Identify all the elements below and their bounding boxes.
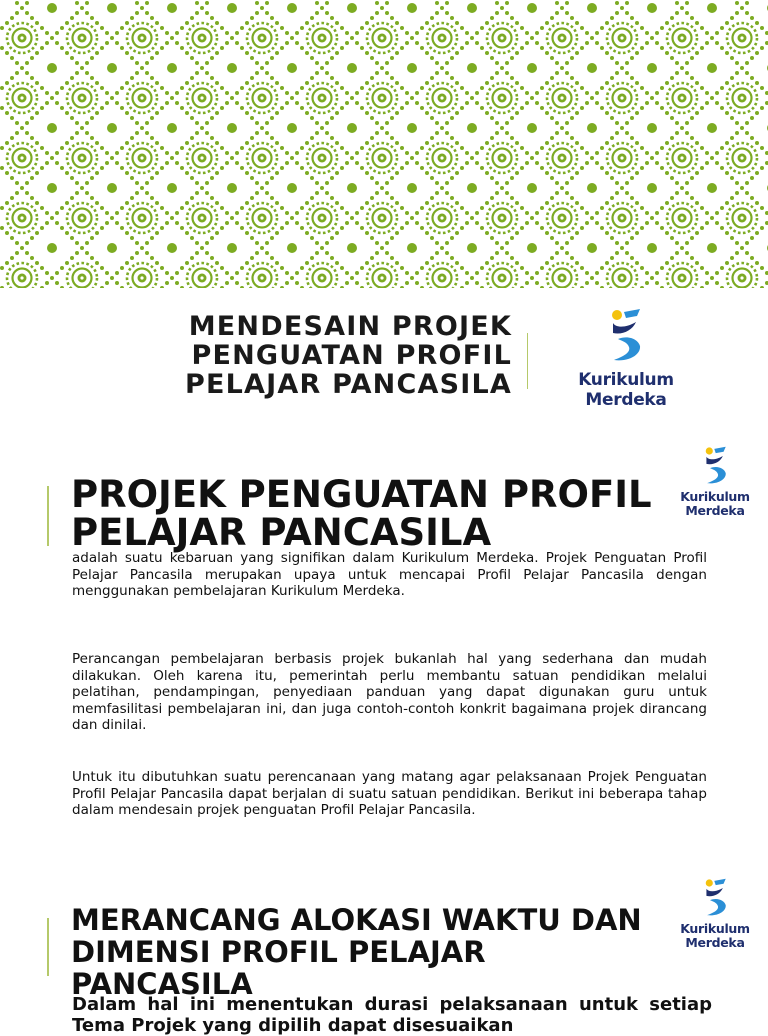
logo-text-line2: Merdeka [685,935,745,950]
kurikulum-merdeka-figure-icon [700,446,730,486]
intro-paragraph: Untuk itu dibutuhkan suatu perencanaan yang matang agar pelaksanaan Projek Penguatan Profil Pelajar Pancasila dapat berjalan di suatu satuan pendidikan. Berikut ini beberapa tahap dalam mendesain projek penguatan Profil Pelajar Pancasila. [72,769,707,818]
intro-paragraph: Perancangan pembelajaran berbasis projek bukanlah hal yang sederhana dan mudah dilakukan. Oleh karena itu, pemerintah perlu membantu satuan pendidikan melalui pelatihan, pendampingan, penyediaan panduan yang dapat digunakan guru untuk memfasilitasi pembelajaran ini, dan juga contoh-contoh konkrit bagaimana projek dirancang dan dinilai. [72,651,707,733]
intro-paragraph: adalah suatu kebaruan yang signifikan dalam Kurikulum Merdeka. Projek Penguatan Profil Pelajar Pancasila merupakan upaya untuk mencapai Profil Pelajar Pancasila dengan menggunakan pembelajaran Kurikulum Merdeka. [72,550,707,599]
kurikulum-merdeka-figure-icon [604,308,646,364]
kurikulum-merdeka-logo [676,878,754,952]
cover-slide [0,0,768,432]
alokasi-title: MERANCANG ALOKASI WAKTU DAN DIMENSI PROFIL PELAJAR PANCASILA [71,903,642,1001]
logo-text-line1: Kurikulum [578,370,674,390]
logo-text-line1: Kurikulum [680,489,750,504]
kurikulum-merdeka-figure-icon [700,878,730,918]
logo-text-line2: Merdeka [585,390,667,410]
alokasi-slide [0,864,768,1036]
title-accent-bar [47,918,49,976]
cover-divider [527,333,528,389]
intro-slide [0,432,768,864]
logo-text-line2: Merdeka [685,503,745,518]
alokasi-paragraph: Dalam hal ini menentukan durasi pelaksanaan untuk setiap Tema Projek yang dipilih dapat disesuaikan [72,994,712,1036]
kurikulum-merdeka-logo [676,446,754,520]
intro-title: PROJEK PENGUATAN PROFIL PELAJAR PANCASILA [71,473,652,554]
cover-title: MENDESAIN PROJEK PENGUATAN PROFIL PELAJAR PANCASILA [185,311,512,400]
title-accent-bar [47,486,49,546]
kurikulum-merdeka-logo [572,308,680,412]
logo-text-line1: Kurikulum [680,921,750,936]
batik-pattern-background [0,0,768,288]
